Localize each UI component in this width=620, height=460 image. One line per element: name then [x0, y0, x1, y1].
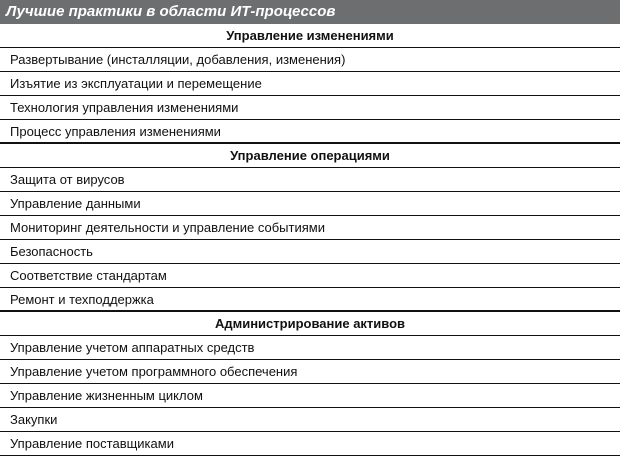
table-row: Управление учетом аппаратных средств — [0, 336, 620, 360]
table-row: Ремонт и техподдержка — [0, 288, 620, 312]
table-row: Технология управления изменениями — [0, 96, 620, 120]
section-heading: Администрирование активов — [0, 312, 620, 336]
table-row: Защита от вирусов — [0, 168, 620, 192]
table-row: Управление учетом программного обеспечения — [0, 360, 620, 384]
table-row: Развертывание (инсталляции, добавления, изменения) — [0, 48, 620, 72]
section-heading: Управление операциями — [0, 144, 620, 168]
section-asset-administration — [0, 312, 620, 456]
section-heading: Управление изменениями — [0, 24, 620, 48]
section-change-management — [0, 24, 620, 144]
table-title: Лучшие практики в области ИТ-процессов — [0, 0, 620, 24]
table-row: Соответствие стандартам — [0, 264, 620, 288]
table-row: Управление жизненным циклом — [0, 384, 620, 408]
table-row: Мониторинг деятельности и управление событиями — [0, 216, 620, 240]
table-row: Процесс управления изменениями — [0, 120, 620, 144]
section-operations-management — [0, 144, 620, 312]
table-row: Безопасность — [0, 240, 620, 264]
table-row: Закупки — [0, 408, 620, 432]
table-row: Изъятие из эксплуатации и перемещение — [0, 72, 620, 96]
table-row: Управление данными — [0, 192, 620, 216]
table-row: Управление поставщиками — [0, 432, 620, 456]
